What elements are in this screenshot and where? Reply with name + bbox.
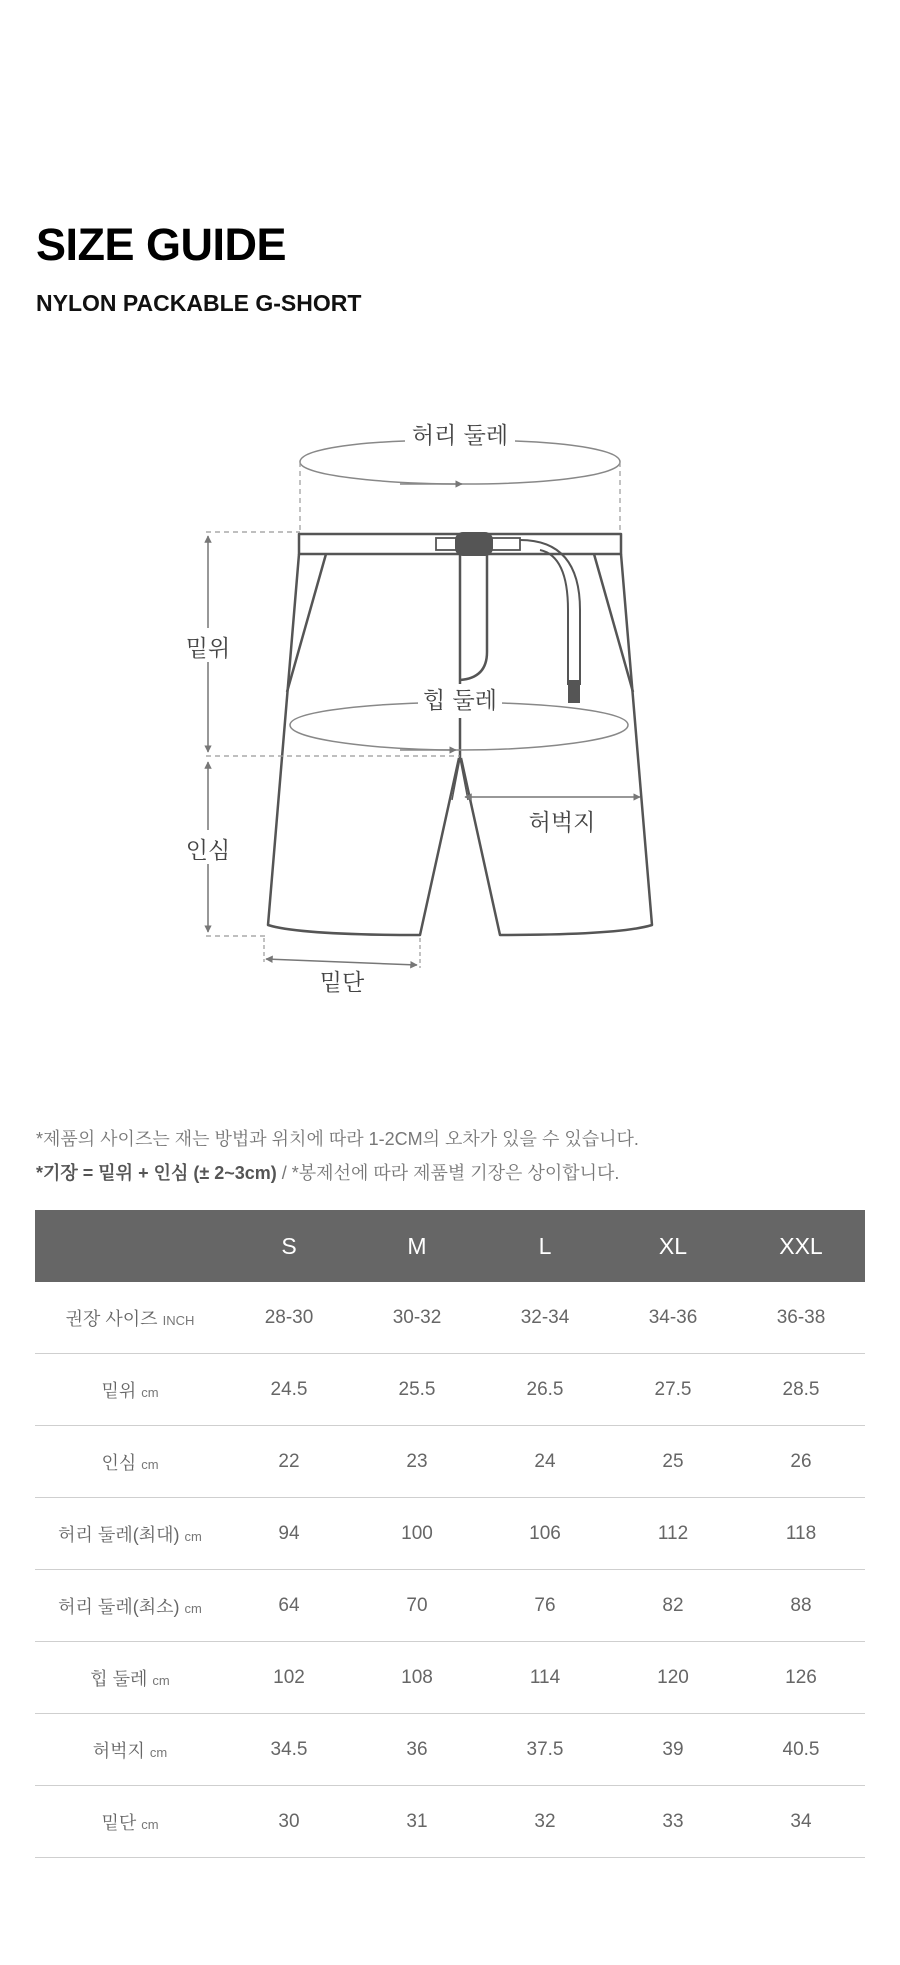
header-cell-m: M	[353, 1210, 481, 1282]
table-cell: 24	[481, 1426, 609, 1498]
hem-label: 밑단	[319, 970, 365, 996]
table-cell: 76	[481, 1570, 609, 1642]
table-cell: 32	[481, 1786, 609, 1858]
table-cell: 108	[353, 1642, 481, 1714]
table-cell: 34	[737, 1786, 865, 1858]
size-table	[35, 1210, 865, 1858]
table-row	[35, 1498, 865, 1570]
row-label	[35, 1570, 225, 1642]
table-cell: 82	[609, 1570, 737, 1642]
table-row	[35, 1354, 865, 1426]
thigh-label: 허벅지	[528, 810, 596, 836]
table-cell: 26	[737, 1426, 865, 1498]
table-cell: 120	[609, 1642, 737, 1714]
table-cell: 25.5	[353, 1354, 481, 1426]
table-cell: 36	[353, 1714, 481, 1786]
table-cell: 27.5	[609, 1354, 737, 1426]
header-cell-xxl: XXL	[737, 1210, 865, 1282]
table-cell: 64	[225, 1570, 353, 1642]
table-cell: 106	[481, 1498, 609, 1570]
waist-label: 허리 둘레	[411, 423, 509, 449]
rise-label: 밑위	[185, 636, 231, 662]
belt	[436, 532, 580, 703]
table-cell: 37.5	[481, 1714, 609, 1786]
page-title: SIZE GUIDE	[36, 219, 287, 270]
table-cell: 70	[353, 1570, 481, 1642]
row-label	[35, 1426, 225, 1498]
table-cell: 100	[353, 1498, 481, 1570]
header-cell-l: L	[481, 1210, 609, 1282]
hip-label: 힙 둘레	[423, 688, 497, 714]
table-cell: 88	[737, 1570, 865, 1642]
header-cell-xl: XL	[609, 1210, 737, 1282]
table-cell: 33	[609, 1786, 737, 1858]
row-label-text: 힙 둘레	[90, 1668, 148, 1689]
row-unit: cm	[149, 1744, 168, 1760]
table-cell: 102	[225, 1642, 353, 1714]
table-cell: 30-32	[353, 1282, 481, 1354]
row-unit: INCH	[162, 1312, 195, 1328]
inseam-label: 인심	[185, 838, 231, 864]
header-cell-blank	[35, 1210, 225, 1282]
table-cell: 31	[353, 1786, 481, 1858]
table-cell: 112	[609, 1498, 737, 1570]
row-unit: cm	[141, 1456, 159, 1472]
thigh-guide	[465, 797, 640, 836]
table-cell: 126	[737, 1642, 865, 1714]
product-name: NYLON PACKABLE G-SHORT	[36, 290, 362, 316]
measurement-note: *제품의 사이즈는 재는 방법과 위치에 따라 1-2CM의 오차가 있을 수 있습니다.	[36, 1129, 639, 1149]
row-label-text: 허리 둘레(최소)	[58, 1596, 180, 1617]
row-label	[35, 1498, 225, 1570]
table-cell: 28.5	[737, 1354, 865, 1426]
table-cell: 26.5	[481, 1354, 609, 1426]
table-cell: 28-30	[225, 1282, 353, 1354]
table-row	[35, 1786, 865, 1858]
seam-note: / *봉제선에 따라 제품별 기장은 상이합니다.	[276, 1163, 620, 1183]
table-cell: 22	[225, 1426, 353, 1498]
row-label-text: 허리 둘레(최대)	[58, 1524, 180, 1545]
table-row	[35, 1642, 865, 1714]
header-cell-s: S	[225, 1210, 353, 1282]
row-label-text: 권장 사이즈	[65, 1308, 158, 1329]
table-cell: 34.5	[225, 1714, 353, 1786]
shorts-measurement-diagram	[0, 400, 900, 1020]
length-note	[36, 1162, 876, 1184]
table-cell: 114	[481, 1642, 609, 1714]
size-table-header	[35, 1210, 865, 1282]
row-label-text: 인심	[101, 1452, 137, 1473]
hem-guide	[264, 938, 420, 996]
table-row	[35, 1714, 865, 1786]
row-label-text: 밑단	[101, 1812, 137, 1833]
row-label	[35, 1786, 225, 1858]
table-cell: 32-34	[481, 1282, 609, 1354]
row-label	[35, 1642, 225, 1714]
table-cell: 34-36	[609, 1282, 737, 1354]
row-label	[35, 1282, 225, 1354]
table-cell: 118	[737, 1498, 865, 1570]
row-unit: cm	[141, 1384, 159, 1400]
table-cell: 24.5	[225, 1354, 353, 1426]
table-cell: 25	[609, 1426, 737, 1498]
table-cell: 23	[353, 1426, 481, 1498]
waist-guide	[300, 423, 620, 532]
row-label-text: 허벅지	[92, 1740, 145, 1761]
shorts-outline	[268, 534, 652, 935]
table-cell: 94	[225, 1498, 353, 1570]
row-label-text: 밑위	[101, 1380, 137, 1401]
table-cell: 39	[609, 1714, 737, 1786]
row-label	[35, 1714, 225, 1786]
table-row	[35, 1426, 865, 1498]
row-label	[35, 1354, 225, 1426]
row-unit: cm	[184, 1528, 202, 1544]
table-cell: 36-38	[737, 1282, 865, 1354]
rise-guide	[182, 532, 460, 756]
row-unit: cm	[152, 1672, 170, 1688]
inseam-guide	[182, 762, 268, 936]
table-row	[35, 1282, 865, 1354]
length-formula: *기장 = 밑위 + 인심 (± 2~3cm)	[36, 1163, 277, 1183]
row-unit: cm	[141, 1816, 159, 1832]
size-notes	[36, 1128, 876, 1196]
table-row	[35, 1570, 865, 1642]
row-unit: cm	[184, 1600, 202, 1616]
table-cell: 40.5	[737, 1714, 865, 1786]
table-cell: 30	[225, 1786, 353, 1858]
